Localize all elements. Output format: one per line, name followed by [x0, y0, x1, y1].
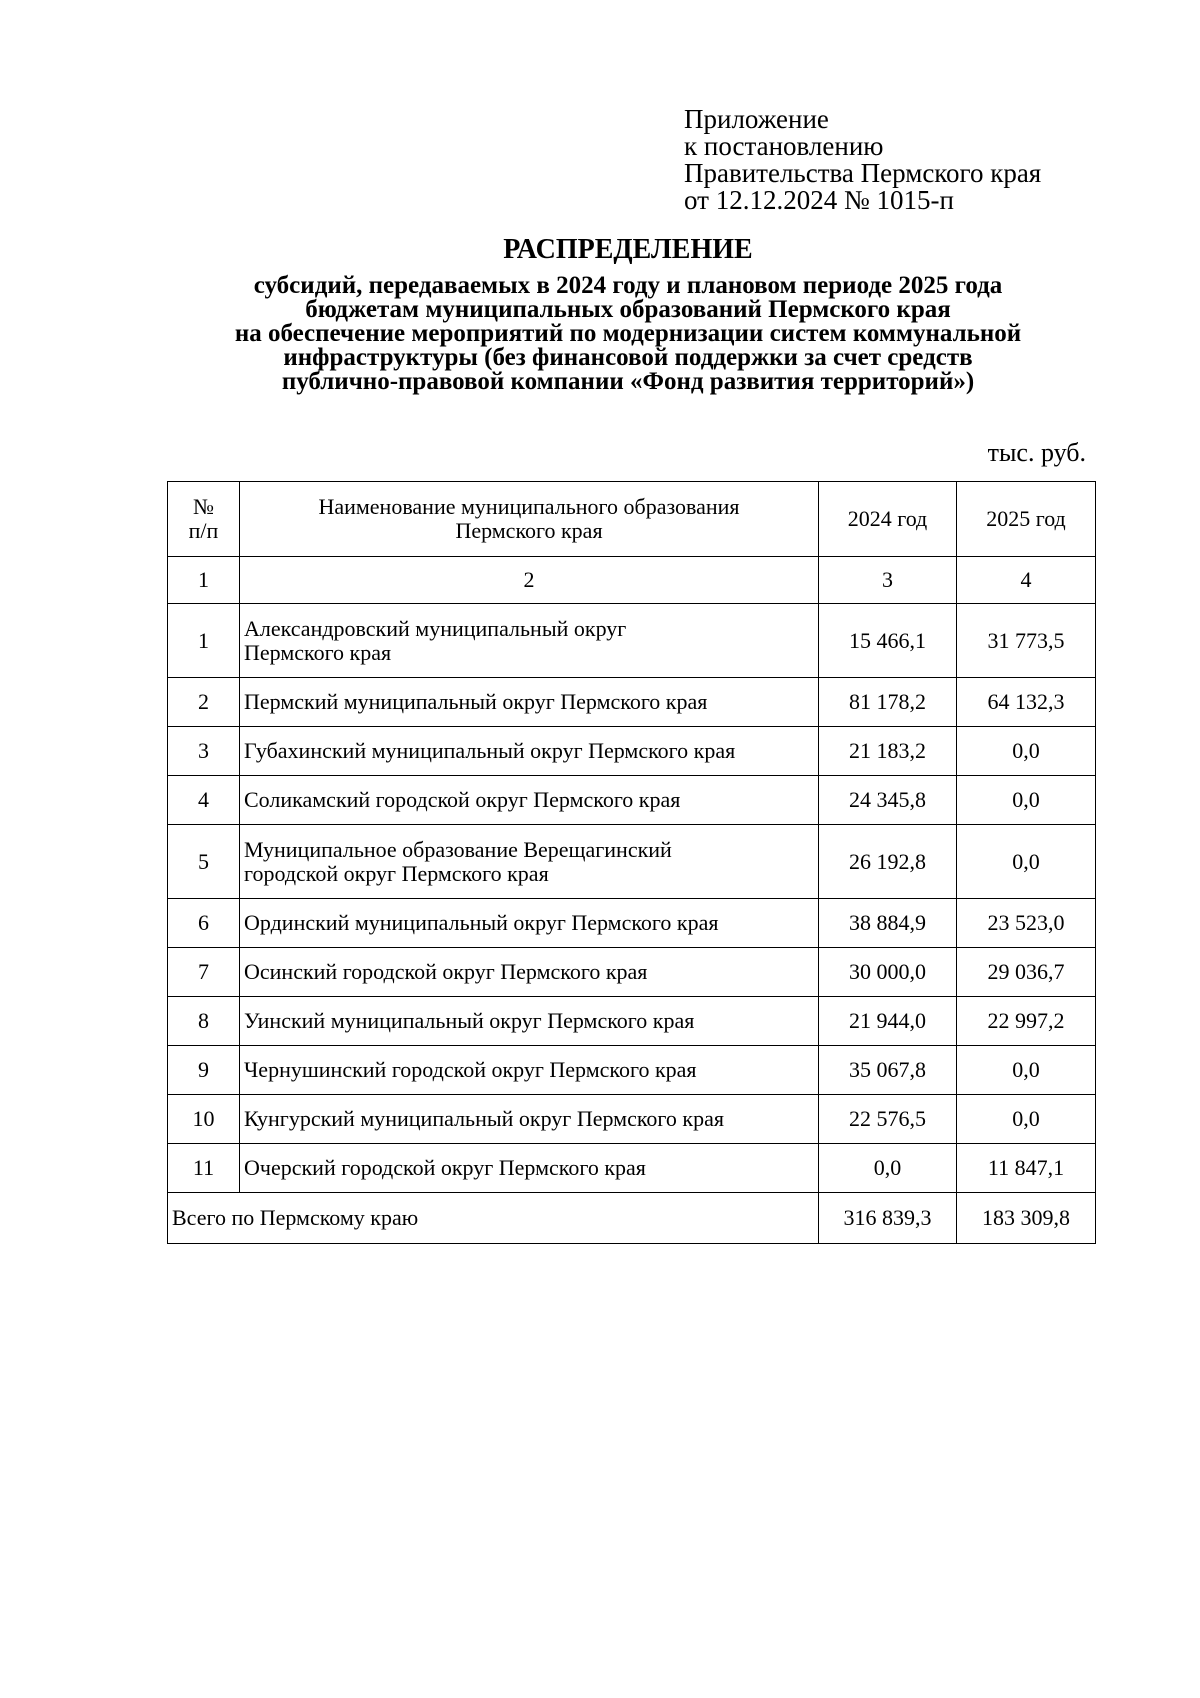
row-num: 5 [168, 825, 240, 899]
appendix-line: от 12.12.2024 № 1015-п [684, 185, 954, 215]
table-row [168, 776, 1096, 825]
table-header-row [168, 482, 1096, 557]
row-name [240, 825, 819, 899]
row-num: 10 [168, 1095, 240, 1144]
row-2024: 38 884,9 [819, 899, 957, 948]
table-row [168, 948, 1096, 997]
total-label: Всего по Пермскому краю [168, 1193, 819, 1244]
table-row [168, 604, 1096, 678]
total-2025: 183 309,8 [957, 1193, 1096, 1244]
column-number: 4 [957, 557, 1096, 604]
row-name [240, 604, 819, 678]
header-num-line: п/п [188, 518, 219, 543]
row-name: Губахинский муниципальный округ Пермского края [240, 727, 819, 776]
row-2025: 23 523,0 [957, 899, 1096, 948]
row-2024: 21 183,2 [819, 727, 957, 776]
appendix-line: к постановлению [684, 131, 884, 161]
row-2025: 0,0 [957, 825, 1096, 899]
row-name: Кунгурский муниципальный округ Пермского края [240, 1095, 819, 1144]
table-row [168, 1095, 1096, 1144]
document-title: РАСПРЕДЕЛЕНИЕ [503, 234, 753, 265]
subtitle-line: бюджетам муниципальных образований Пермского края [305, 296, 951, 323]
header-2024: 2024 год [819, 482, 957, 557]
subtitle-line: субсидий, передаваемых в 2024 году и плановом периоде 2025 года [253, 272, 1003, 299]
subtitle-line: публично-правовой компании «Фонд развития территорий») [281, 368, 975, 395]
row-2024: 0,0 [819, 1144, 957, 1193]
header-name-line: Пермского края [455, 518, 603, 543]
row-num: 2 [168, 678, 240, 727]
header-num-line: № [193, 494, 214, 519]
row-2024: 22 576,5 [819, 1095, 957, 1144]
row-2024: 21 944,0 [819, 997, 957, 1046]
table-row [168, 1144, 1096, 1193]
table-row [168, 825, 1096, 899]
row-name-line: Муниципальное образование Верещагинский [244, 836, 672, 862]
row-2025: 22 997,2 [957, 997, 1096, 1046]
row-num: 4 [168, 776, 240, 825]
row-2025: 31 773,5 [957, 604, 1096, 678]
table-total-row [168, 1193, 1096, 1244]
row-2024: 15 466,1 [819, 604, 957, 678]
table-row [168, 997, 1096, 1046]
column-number: 2 [240, 557, 819, 604]
header-num [168, 482, 240, 557]
column-number: 3 [819, 557, 957, 604]
row-num: 9 [168, 1046, 240, 1095]
row-num: 3 [168, 727, 240, 776]
row-2025: 0,0 [957, 1046, 1096, 1095]
column-number-row [168, 557, 1096, 604]
row-name-line: городской округ Пермского края [244, 860, 549, 886]
row-num: 1 [168, 604, 240, 678]
row-name-line: Александровский муниципальный округ [244, 615, 627, 641]
row-name-line: Пермского края [244, 639, 392, 665]
table-row [168, 727, 1096, 776]
column-number: 1 [168, 557, 240, 604]
row-2025: 11 847,1 [957, 1144, 1096, 1193]
row-2025: 0,0 [957, 1095, 1096, 1144]
subtitle-line: инфраструктуры (без финансовой поддержки за счет средств [283, 344, 973, 371]
row-2024: 30 000,0 [819, 948, 957, 997]
appendix-line: Правительства Пермского края [684, 158, 1042, 188]
row-name: Очерский городской округ Пермского края [240, 1144, 819, 1193]
header-name-line: Наименование муниципального образования [318, 494, 740, 519]
row-2025: 64 132,3 [957, 678, 1096, 727]
row-name: Пермский муниципальный округ Пермского края [240, 678, 819, 727]
subtitle-line: на обеспечение мероприятий по модернизации систем коммунальной [234, 320, 1022, 347]
table-row [168, 1046, 1096, 1095]
row-name: Осинский городской округ Пермского края [240, 948, 819, 997]
row-2025: 0,0 [957, 776, 1096, 825]
row-2024: 81 178,2 [819, 678, 957, 727]
row-2025: 0,0 [957, 727, 1096, 776]
row-name: Уинский муниципальный округ Пермского края [240, 997, 819, 1046]
total-2024: 316 839,3 [819, 1193, 957, 1244]
units-label: тыс. руб. [987, 438, 1086, 467]
row-name: Ординский муниципальный округ Пермского края [240, 899, 819, 948]
row-2024: 26 192,8 [819, 825, 957, 899]
table-row [168, 678, 1096, 727]
row-2024: 24 345,8 [819, 776, 957, 825]
row-num: 7 [168, 948, 240, 997]
row-name: Соликамский городской округ Пермского края [240, 776, 819, 825]
row-num: 8 [168, 997, 240, 1046]
row-2024: 35 067,8 [819, 1046, 957, 1095]
row-2025: 29 036,7 [957, 948, 1096, 997]
appendix-line: Приложение [684, 104, 829, 134]
appendix-block [684, 106, 1041, 214]
row-num: 6 [168, 899, 240, 948]
row-num: 11 [168, 1144, 240, 1193]
table-row [168, 899, 1096, 948]
document-subtitle [150, 274, 1106, 394]
header-name [240, 482, 819, 557]
row-name: Чернушинский городской округ Пермского края [240, 1046, 819, 1095]
subsidy-table [167, 481, 1096, 1244]
header-2025: 2025 год [957, 482, 1096, 557]
